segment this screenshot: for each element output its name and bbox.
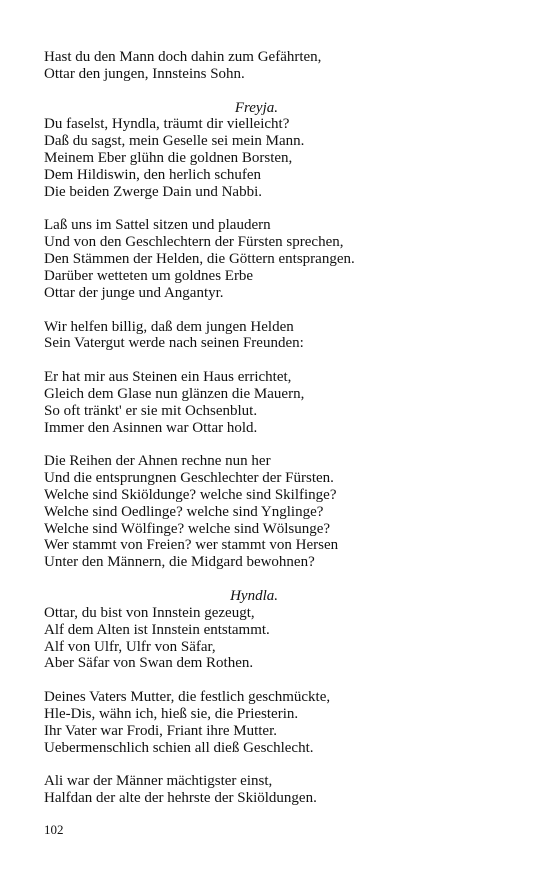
verse-line: Immer den Asinnen war Ottar hold. — [44, 419, 258, 436]
verse-line: Daß du sagst, mein Geselle sei mein Mann. — [44, 133, 305, 150]
verse-line: Laß uns im Sattel sitzen und plaudern — [44, 217, 271, 234]
stanza — [44, 689, 514, 756]
verse-line: Ihr Vater war Frodi, Friant ihre Mutter. — [44, 722, 278, 739]
verse-line: Ottar der junge und Angantyr. — [44, 284, 224, 301]
verse-line: Gleich dem Glase nun glänzen die Mauern, — [44, 385, 305, 402]
verse-line: Und die entsprungnen Geschlechter der Fürsten. — [44, 470, 334, 487]
verse-line: Alf von Ulfr, Ulfr von Säfar, — [44, 638, 216, 655]
speaker-name: Hyndla. — [230, 588, 278, 604]
verse-line: Du faselst, Hyndla, träumt dir vielleicht? — [44, 116, 290, 133]
verse-line: So oft tränkt' er sie mit Ochsenblut. — [44, 402, 258, 419]
verse-line: Hast du den Mann doch dahin zum Gefährten, — [44, 49, 322, 65]
verse-line: Meinem Eber glühn die goldnen Borsten, — [44, 150, 293, 167]
verse-line: Die beiden Zwerge Dain und Nabbi. — [44, 183, 262, 200]
verse-line: Dem Hildiswin, den herlich schufen — [44, 166, 262, 183]
verse-line: Ottar den jungen, Innsteins Sohn. — [44, 65, 245, 82]
verse-line: Uebermenschlich schien all dieß Geschlecht. — [44, 739, 314, 756]
verse-line: Er hat mir aus Steinen ein Haus errichtet, — [44, 369, 292, 386]
verse-line: Ali war der Männer mächtigster einst, — [44, 773, 273, 790]
verse-line: Den Stämmen der Helden, die Göttern entsprangen. — [44, 251, 355, 268]
stanza — [44, 369, 514, 436]
verse-line: Halfdan der alte der hehrste der Skiöldungen. — [44, 790, 317, 807]
verse-line: Welche sind Oedlinge? welche sind Ynglinge? — [44, 503, 324, 520]
stanza — [44, 319, 514, 353]
verse-line: Alf dem Alten ist Innstein entstammt. — [44, 621, 270, 638]
poem-text — [44, 49, 514, 807]
stanza — [44, 605, 514, 672]
stanza — [44, 217, 514, 301]
verse-line: Aber Säfar von Swan dem Rothen. — [44, 655, 254, 672]
verse-line: Hle-Dis, wähn ich, hieß sie, die Priesterin. — [44, 705, 299, 722]
verse-line: Welche sind Skiöldunge? welche sind Skilfinge? — [44, 486, 337, 503]
stanza — [44, 49, 514, 83]
verse-line: Und von den Geschlechtern der Fürsten sprechen, — [44, 234, 344, 251]
stanza — [44, 773, 514, 807]
verse-line: Sein Vatergut werde nach seinen Freunden: — [44, 335, 304, 352]
stanza — [44, 116, 514, 200]
verse-line: Darüber wetteten um goldnes Erbe — [44, 267, 254, 284]
verse-line: Deines Vaters Mutter, die festlich geschmückte, — [44, 689, 331, 706]
verse-line: Wer stammt von Freien? wer stammt von Hersen — [44, 537, 339, 554]
page-number: 102 — [44, 822, 64, 837]
verse-line: Welche sind Wölfinge? welche sind Wölsunge? — [44, 520, 331, 537]
stanza — [44, 453, 514, 571]
verse-line: Ottar, du bist von Innstein gezeugt, — [44, 604, 255, 621]
verse-line: Die Reihen der Ahnen rechne nun her — [44, 453, 271, 470]
verse-line: Wir helfen billig, daß dem jungen Helden — [44, 318, 294, 335]
speaker-name: Freyja. — [234, 99, 278, 116]
verse-line: Unter den Männern, die Midgard bewohnen? — [44, 554, 315, 571]
